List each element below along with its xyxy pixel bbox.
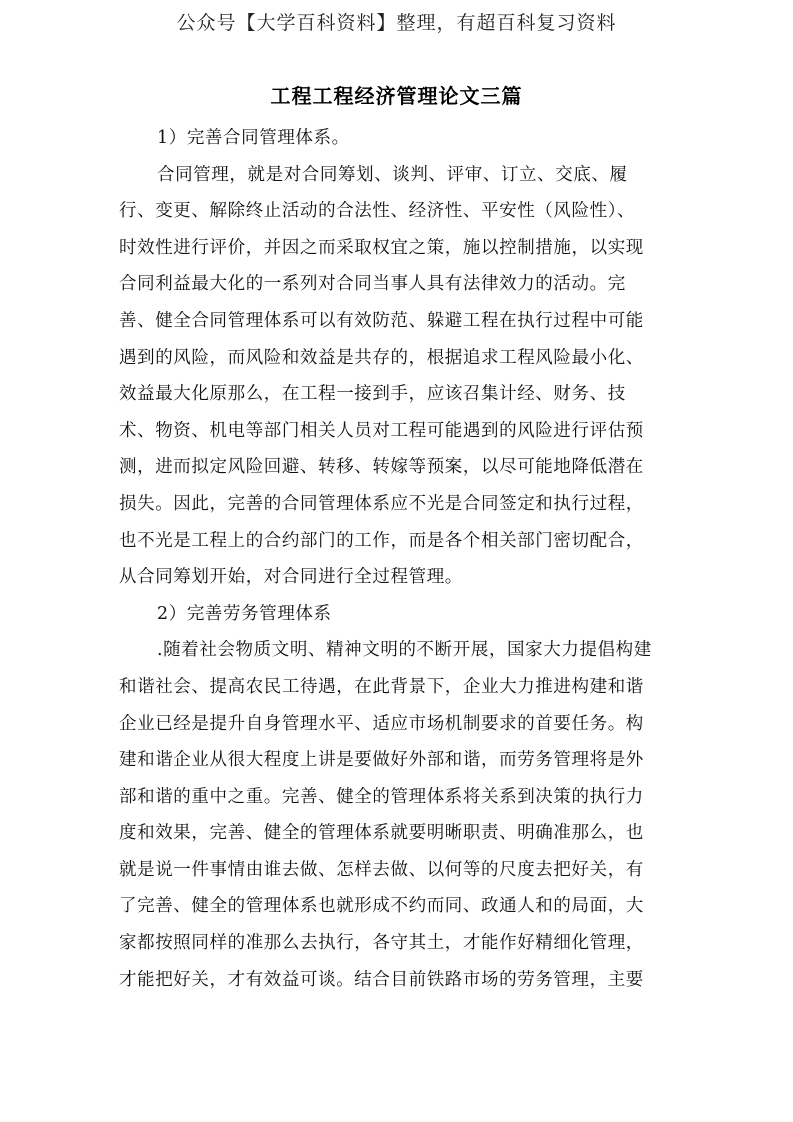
section-heading-2: 2）完善劳务管理体系	[157, 603, 332, 624]
paragraph-line: 行、变更、解除终止活动的合法性、经济性、平安性（风险性）、	[119, 201, 636, 222]
section-heading-1: 1）完善合同管理体系。	[157, 128, 350, 148]
paragraph-line: 建和谐企业从很大程度上讲是要做好外部和谐，而劳务管理将是外	[119, 750, 644, 771]
paragraph-line: 才能把好关，才有效益可谈。结合目前铁路市场的劳务管理，主要	[119, 969, 644, 990]
paragraph-line: 测，进而拟定风险回避、转移、转嫁等预案，以尽可能地降低潜在	[119, 457, 644, 478]
paragraph-line: 时效性进行评价，并因之而采取权宜之策，施以控制措施，以实现	[119, 237, 644, 258]
document-title: 工程工程经济管理论文三篇	[270, 84, 523, 108]
paragraph-line: 企业已经是提升自身管理水平、适应市场机制要求的首要任务。构	[119, 713, 644, 734]
paragraph-line: 从合同筹划开始，对合同进行全过程管理。	[119, 567, 463, 588]
paragraph-line: 部和谐的重中之重。完善、健全的管理体系将关系到决策的执行力	[119, 786, 644, 807]
paragraph-line: 善、健全合同管理体系可以有效防范、躲避工程在执行过程中可能	[119, 310, 644, 331]
paragraph-line: 也不光是工程上的合约部门的工作，而是各个相关部门密切配合，	[119, 530, 644, 551]
paragraph-line: 遇到的风险，而风险和效益是共存的，根据追求工程风险最小化、	[119, 347, 644, 368]
paragraph-line: 度和效果，完善、健全的管理体系就要明晰职责、明确准那么，也	[119, 823, 644, 844]
paragraph-line: 合同利益最大化的一系列对合同当事人具有法律效力的活动。完	[119, 274, 626, 295]
document-body	[119, 120, 679, 998]
page-header: 公众号【大学百科资料】整理，有超百科复习资料	[176, 12, 617, 34]
paragraph-line: 了完善、健全的管理体系也就形成不约而同、政通人和的局面，大	[119, 896, 644, 917]
paragraph-line: 家都按照同样的准那么去执行，各守其土，才能作好精细化管理，	[119, 933, 644, 954]
paragraph-line: 和谐社会、提高农民工待遇，在此背景下，企业大力推进构建和谐	[119, 676, 644, 697]
paragraph-line: .随着社会物质文明、精神文明的不断开展，国家大力提倡构建	[157, 640, 652, 661]
paragraph-line: 术、物资、机电等部门相关人员对工程可能遇到的风险进行评估预	[119, 420, 644, 441]
paragraph-line: 效益最大化原那么，在工程一接到手，应该召集计经、财务、技	[119, 384, 626, 405]
paragraph-line: 就是说一件事情由谁去做、怎样去做、以何等的尺度去把好关，有	[119, 859, 644, 880]
paragraph-line: 损失。因此，完善的合同管理体系应不光是合同签定和执行过程，	[119, 493, 644, 514]
paragraph-line: 合同管理，就是对合同筹划、谈判、评审、订立、交底、履	[157, 164, 628, 185]
